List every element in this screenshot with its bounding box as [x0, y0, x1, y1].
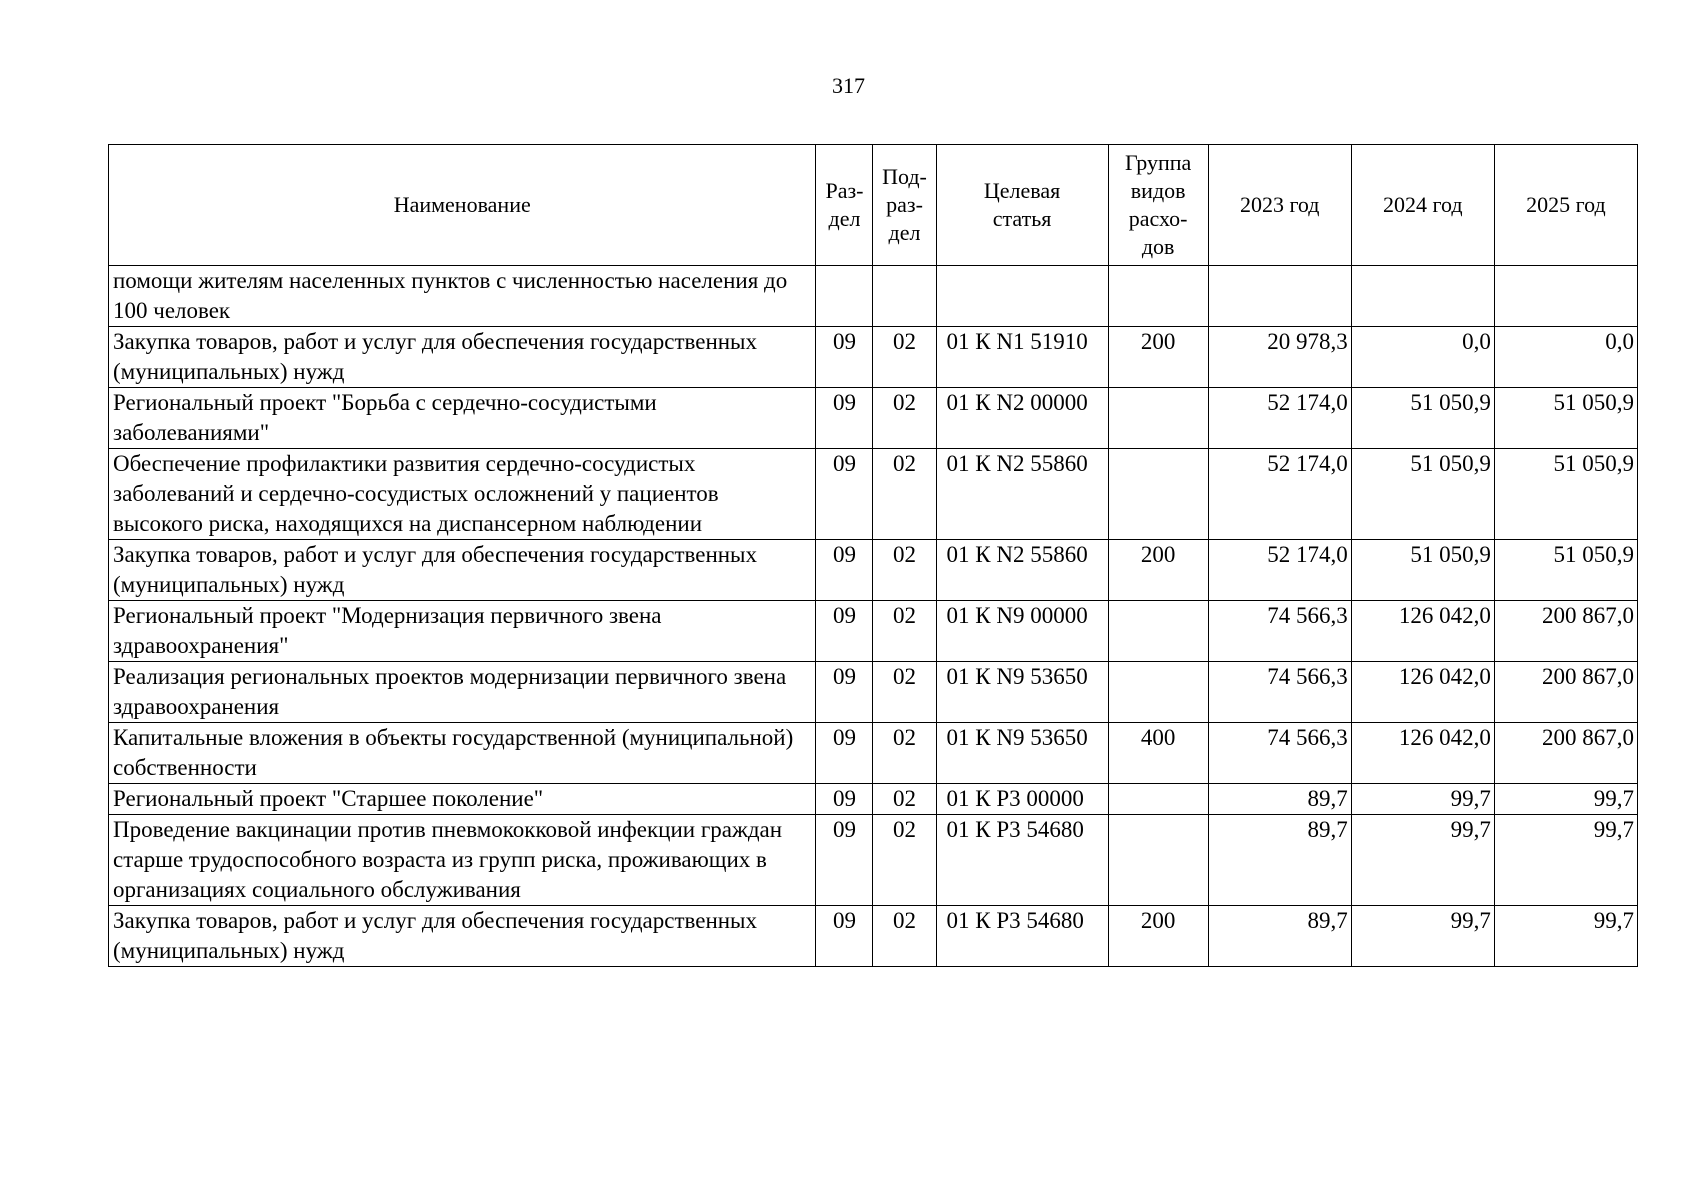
cell-target-article: 01 К N9 00000 [936, 601, 1108, 662]
cell-2023: 52 174,0 [1208, 449, 1351, 540]
cell-expense-group [1108, 266, 1208, 327]
header-year-2025: 2025 год [1494, 145, 1637, 266]
table-row [109, 388, 1638, 449]
cell-name: Региональный проект "Старшее поколение" [109, 784, 816, 815]
cell-name: Закупка товаров, работ и услуг для обеспечения государственных (муниципальных) нужд [109, 540, 816, 601]
cell-expense-group [1108, 601, 1208, 662]
cell-target-article: 01 К N9 53650 [936, 662, 1108, 723]
cell-2024: 51 050,9 [1351, 449, 1494, 540]
cell-name: Региональный проект "Модернизация первичного звена здравоохранения" [109, 601, 816, 662]
cell-name: Региональный проект "Борьба с сердечно-сосудистыми заболеваниями" [109, 388, 816, 449]
cell-section: 09 [816, 815, 873, 906]
cell-name: Закупка товаров, работ и услуг для обеспечения государственных (муниципальных) нужд [109, 327, 816, 388]
cell-section: 09 [816, 784, 873, 815]
cell-subsection: 02 [873, 601, 936, 662]
table-row [109, 906, 1638, 967]
table-header-row [109, 145, 1638, 266]
cell-2024: 99,7 [1351, 815, 1494, 906]
cell-2025: 51 050,9 [1494, 388, 1637, 449]
header-year-2024: 2024 год [1351, 145, 1494, 266]
table-row [109, 815, 1638, 906]
cell-subsection: 02 [873, 327, 936, 388]
cell-name: Закупка товаров, работ и услуг для обеспечения государственных (муниципальных) нужд [109, 906, 816, 967]
cell-subsection: 02 [873, 662, 936, 723]
cell-expense-group: 200 [1108, 327, 1208, 388]
cell-2025: 99,7 [1494, 815, 1637, 906]
header-section: Раз- дел [816, 145, 873, 266]
header-subsection: Под- раз- дел [873, 145, 936, 266]
cell-2023: 74 566,3 [1208, 662, 1351, 723]
table-row [109, 784, 1638, 815]
cell-2024: 126 042,0 [1351, 601, 1494, 662]
cell-subsection [873, 266, 936, 327]
cell-2024: 126 042,0 [1351, 662, 1494, 723]
cell-2023: 89,7 [1208, 815, 1351, 906]
header-name: Наименование [109, 145, 816, 266]
cell-name: Обеспечение профилактики развития сердечно-сосудистых заболеваний и сердечно-сосудистых осложнений у пациентов высокого риска, находящихся на диспансерном наблюдении [109, 449, 816, 540]
cell-2023: 74 566,3 [1208, 601, 1351, 662]
cell-expense-group: 200 [1108, 906, 1208, 967]
table-body [109, 266, 1638, 967]
cell-name: Реализация региональных проектов модернизации первичного звена здравоохранения [109, 662, 816, 723]
cell-target-article: 01 К N2 55860 [936, 540, 1108, 601]
table-row [109, 449, 1638, 540]
cell-section: 09 [816, 723, 873, 784]
cell-2023: 52 174,0 [1208, 388, 1351, 449]
cell-target-article: 01 К P3 54680 [936, 906, 1108, 967]
table-row [109, 662, 1638, 723]
cell-2025: 200 867,0 [1494, 601, 1637, 662]
cell-section: 09 [816, 449, 873, 540]
cell-target-article: 01 К P3 54680 [936, 815, 1108, 906]
cell-section: 09 [816, 601, 873, 662]
cell-2025: 200 867,0 [1494, 662, 1637, 723]
cell-section [816, 266, 873, 327]
cell-2025: 51 050,9 [1494, 540, 1637, 601]
cell-expense-group [1108, 815, 1208, 906]
cell-expense-group: 200 [1108, 540, 1208, 601]
cell-2024: 0,0 [1351, 327, 1494, 388]
cell-2025: 99,7 [1494, 784, 1637, 815]
cell-2025: 0,0 [1494, 327, 1637, 388]
cell-2024: 126 042,0 [1351, 723, 1494, 784]
cell-2023: 89,7 [1208, 784, 1351, 815]
table-row [109, 266, 1638, 327]
cell-target-article: 01 К N2 55860 [936, 449, 1108, 540]
cell-subsection: 02 [873, 449, 936, 540]
cell-2024: 99,7 [1351, 906, 1494, 967]
cell-2023: 74 566,3 [1208, 723, 1351, 784]
cell-expense-group [1108, 449, 1208, 540]
cell-name: Проведение вакцинации против пневмококковой инфекции граждан старше трудоспособного возраста из групп риска, проживающих в организациях социального обслуживания [109, 815, 816, 906]
cell-subsection: 02 [873, 723, 936, 784]
table-row [109, 601, 1638, 662]
page-number: 317 [832, 73, 865, 98]
budget-table [108, 144, 1638, 967]
cell-2023: 52 174,0 [1208, 540, 1351, 601]
cell-2024: 51 050,9 [1351, 540, 1494, 601]
cell-target-article: 01 К N9 53650 [936, 723, 1108, 784]
cell-2025: 99,7 [1494, 906, 1637, 967]
cell-expense-group [1108, 388, 1208, 449]
cell-2023: 89,7 [1208, 906, 1351, 967]
cell-target-article: 01 К P3 00000 [936, 784, 1108, 815]
cell-expense-group [1108, 784, 1208, 815]
cell-subsection: 02 [873, 388, 936, 449]
header-target-article: Целевая статья [936, 145, 1108, 266]
cell-target-article [936, 266, 1108, 327]
cell-subsection: 02 [873, 540, 936, 601]
cell-target-article: 01 К N2 00000 [936, 388, 1108, 449]
table-row [109, 327, 1638, 388]
cell-section: 09 [816, 388, 873, 449]
cell-2024 [1351, 266, 1494, 327]
cell-2023: 20 978,3 [1208, 327, 1351, 388]
cell-2025 [1494, 266, 1637, 327]
cell-expense-group [1108, 662, 1208, 723]
cell-subsection: 02 [873, 906, 936, 967]
cell-subsection: 02 [873, 815, 936, 906]
cell-subsection: 02 [873, 784, 936, 815]
cell-section: 09 [816, 906, 873, 967]
header-expense-group: Группа видов расхо- дов [1108, 145, 1208, 266]
cell-name: помощи жителям населенных пунктов с численностью населения до 100 человек [109, 266, 816, 327]
table-row [109, 540, 1638, 601]
cell-target-article: 01 К N1 51910 [936, 327, 1108, 388]
cell-2024: 99,7 [1351, 784, 1494, 815]
cell-2025: 51 050,9 [1494, 449, 1637, 540]
table-row [109, 723, 1638, 784]
cell-section: 09 [816, 662, 873, 723]
cell-section: 09 [816, 327, 873, 388]
cell-2025: 200 867,0 [1494, 723, 1637, 784]
cell-section: 09 [816, 540, 873, 601]
cell-name: Капитальные вложения в объекты государственной (муниципальной) собственности [109, 723, 816, 784]
cell-2024: 51 050,9 [1351, 388, 1494, 449]
header-year-2023: 2023 год [1208, 145, 1351, 266]
cell-expense-group: 400 [1108, 723, 1208, 784]
cell-2023 [1208, 266, 1351, 327]
